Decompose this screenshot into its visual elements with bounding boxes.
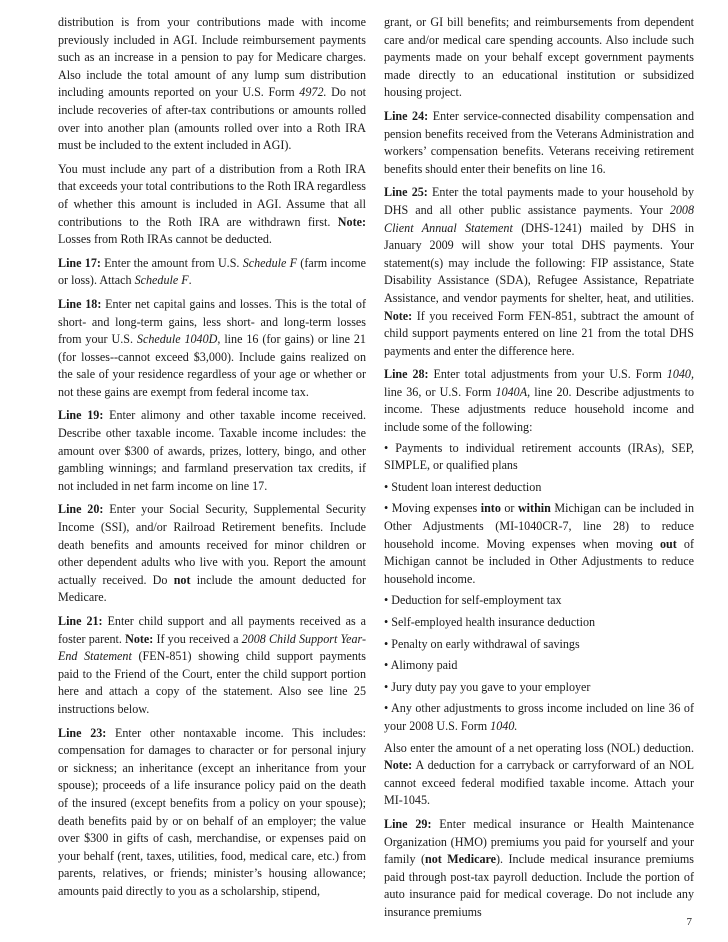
list-item: • Alimony paid: [384, 658, 458, 673]
paragraph-distribution-continued: distribution is from your contributions made with income previously included in AGI. Include reimbursement payments such as an increase in a pension to pay for Medicare charges. Also include the total amount of any lump sum distribution including amounts reported on your U.S. Form 4972. Do not include recoveries of after-tax contributions or amounts rolled over into another plan (amounts rolled over into a Roth IRA must be included to the extent included in AGI).: [58, 15, 366, 153]
paragraph-line-23-continued: grant, or GI bill benefits; and reimbursements from dependent care and/or medical care spending accounts. Also include such payments made on your behalf except government payments made directly to an educational institution or subsidized housing project.: [384, 15, 694, 100]
paragraph-line-18: Line 18: Enter net capital gains and losses. This is the total of short- and long-term gains, less short- and long-term losses from your U.S. Schedule 1040D, line 16 (for gains) or line 21 (for losses--cannot exceed $3,000). Include gains realized on the sale of your residence regardless of your age or whether or not these gains are exempt from federal income tax.: [58, 296, 366, 399]
list-item: • Moving expenses into or within Michigan can be included in Other Adjustments (MI-1040CR-7, line 28) to reduce household income. Moving expenses when moving out of Michigan cannot be included in Other Adjustments to reduce household income.: [384, 501, 694, 586]
list-item: • Self-employed health insurance deduction: [384, 615, 596, 629]
paragraph-line-28: Line 28: Enter total adjustments from your U.S. Form 1040, line 36, or U.S. Form 1040A, line 20. Describe adjustments to income. These adjustments reduce household income and include some of the following:: [384, 367, 694, 435]
right-column: [384, 14, 694, 928]
paragraph-line-21: Line 21: Enter child support and all payments received as a foster parent. Note: If you received a 2008 Child Support Year-End Statement (FEN-851) showing child support payments paid to the Friend of the Court, enter the child support portion here and attach a copy of the statement. Also see line 25 instructions below.: [58, 614, 367, 716]
adjustments-bullet-list: [384, 440, 694, 736]
line-label: Line 25:: [384, 185, 428, 200]
line-label: Line 19:: [58, 408, 104, 423]
left-column: [58, 14, 366, 907]
line-label: Line 18:: [58, 296, 102, 311]
paragraph-line-29: Line 29: Enter medical insurance or Health Maintenance Organization (HMO) premiums you paid for yourself and your family (not Medicare). Include medical insurance premiums paid through post-tax payroll deduction. Include the portion of auto insurance paid for medical coverage. Do not include any insurance premiums: [384, 816, 694, 919]
list-item: • Jury duty pay you gave to your employer: [384, 679, 591, 694]
paragraph-line-25: Line 25: Enter the total payments made to your household by DHS and all other public assistance payments. Your 2008 Client Annual Statement (DHS-1241) mailed by DHS in January 2009 will show your total DHS payments. Your statement(s) may include the following: FIP assistance, State Disability Assistance (SDA), Refugee Assistance, Repatriate Assistance, and vendor payments for shelter, heat, and utilities. Note: If you received Form FEN-851, subtract the amount of child support payments entered on line 21 from the total DHS payments and enter the difference here.: [384, 185, 695, 358]
line-label: Line 21:: [58, 614, 103, 628]
list-item: • Payments to individual retirement accounts (IRAs), SEP, SIMPLE, or qualified plans: [384, 440, 694, 473]
list-item: • Student loan interest deduction: [384, 479, 542, 494]
line-label: Line 17:: [58, 255, 101, 270]
line-label: Line 23:: [58, 725, 107, 740]
paragraph-line-20: Line 20: Enter your Social Security, Supplemental Security Income (SSI), and/or Railroad Retirement benefits. Include death benefits and amounts received for minor children or other dependent adults who live with you. Report the amount actually received. Do not include the amount deducted for Medicare.: [58, 502, 366, 605]
paragraph-line-23: Line 23: Enter other nontaxable income. This includes: compensation for damages to character or for personal injury or sickness; an inheritance (except an inheritance from your spouse); proceeds of a life insurance policy paid on the death of the insured (except benefits from a policy on your spouse); death benefits paid by or on behalf of an employer; the value over $300 in gifts of cash, merchandise, or expenses paid on your behalf (rent, taxes, utilities, food, medical care, etc.) from parents, relatives, or friends; minister’s housing allowance; amounts paid directly to you as a scholarship, stipend,: [58, 725, 366, 898]
paragraph-nol: Also enter the amount of a net operating loss (NOL) deduction. Note: A deduction for a carryback or carryforward of an NOL cannot exceed federal modified taxable income. Attach your MI-1045.: [384, 740, 694, 808]
list-item: • Any other adjustments to gross income included on line 36 of your 2008 U.S. Form 1040.: [384, 701, 694, 733]
line-label: Line 24:: [384, 108, 429, 123]
line-label: Line 29:: [384, 816, 432, 831]
list-item: • Deduction for self-employment tax: [384, 593, 562, 608]
paragraph-line-19: Line 19: Enter alimony and other taxable income received. Describe other taxable income. Taxable income includes: the amount over $300 of awards, prizes, lottery, bingo, and other gambling winnings; and farmland preservation tax credits, if not included in net farm income on line 17.: [58, 408, 366, 493]
page-number: 7: [686, 916, 692, 928]
line-label: Line 20:: [58, 502, 104, 517]
paragraph-roth-ira: You must include any part of a distribution from a Roth IRA that exceeds your total contributions to the Roth IRA regardless of whether this amount is included in AGI. Assume that all contributions to the Roth IRA are withdrawn first. Note: Losses from Roth IRAs cannot be deducted.: [58, 161, 366, 247]
paragraph-line-17: Line 17: Enter the amount from U.S. Schedule F (farm income or loss). Attach Schedule F.: [58, 255, 367, 288]
paragraph-line-24: Line 24: Enter service-connected disability compensation and pension benefits received from the Veterans Administration and workers’ compensation benefits. Veterans receiving retirement benefits should enter their benefits on line 16.: [384, 108, 694, 176]
list-item: • Penalty on early withdrawal of savings: [384, 636, 580, 651]
line-label: Line 28:: [384, 367, 429, 382]
